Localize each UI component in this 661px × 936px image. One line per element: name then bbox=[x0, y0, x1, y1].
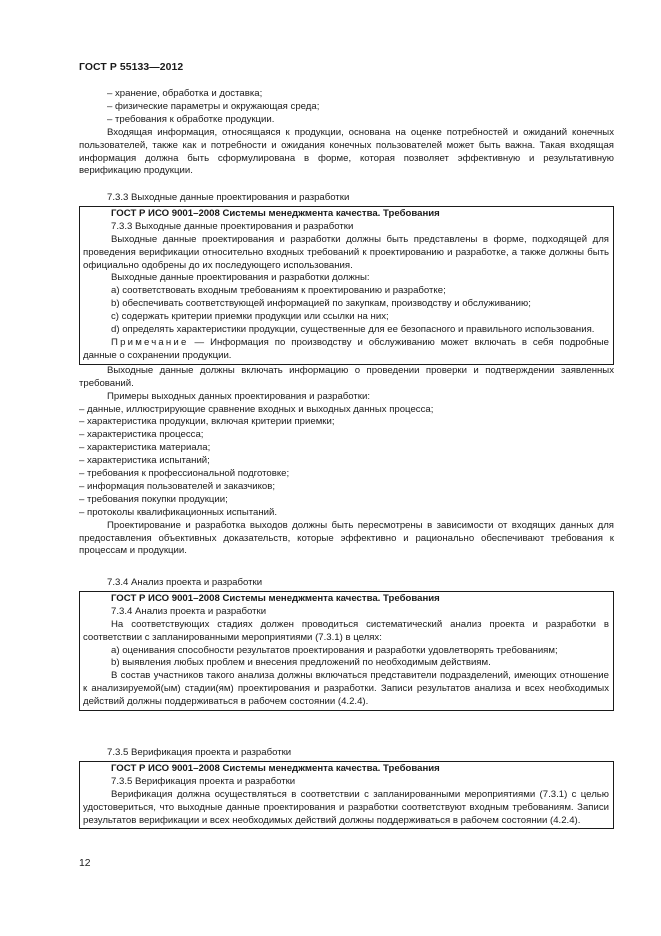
standard-quote-frame bbox=[79, 206, 614, 365]
frame-list-item: b) обеспечивать соответствующей информацией по закупкам, производству и обслуживанию; bbox=[111, 298, 531, 310]
frame-list-item: b) выявления любых проблем и внесения предложений по необходимым действиям. bbox=[111, 657, 491, 669]
note-text: — Информация по производству и обслуживанию может включать в себя подробные данные о сохранении продукции. bbox=[83, 336, 609, 361]
section-heading: 7.3.3 Выходные данные проектирования и разработки bbox=[107, 192, 350, 203]
list-item: – характеристика процесса; bbox=[79, 429, 204, 441]
intro-paragraph: Входящая информация, относящаяся к продукции, основана на оценке потребностей и ожиданий конечных пользователей, также как и потребности и ожидания конечных пользователей может быть важна. Такая входящая информация должна быть сформулирована в форме, которая позволяет эффективную и результативную верификацию продукции. bbox=[79, 126, 614, 177]
note-label: Примечание bbox=[111, 336, 189, 348]
section-7-3-5 bbox=[79, 747, 614, 829]
list-item: – характеристика испытаний; bbox=[79, 455, 210, 467]
list-item: – информация пользователей и заказчиков; bbox=[79, 480, 276, 492]
list-item: – требования к профессиональной подготовке; bbox=[79, 468, 290, 480]
paragraph: Выходные данные должны включать информацию о проведении проверки и подтверждении заявленных требований. bbox=[79, 364, 614, 389]
intro-block bbox=[79, 88, 614, 178]
paragraph: Проектирование и разработка выходов должны быть пересмотрены в зависимости от входящих данных для предоставления объективных доказательств, которые эффективно и рационально обеспечивают требования к процессам и продукции. bbox=[79, 519, 614, 557]
section-heading: 7.3.5 Верификация проекта и разработки bbox=[107, 747, 292, 758]
frame-list-item: d) определять характеристики продукции, существенные для ее безопасного и правильного использования. bbox=[111, 324, 595, 336]
section-7-3-4 bbox=[79, 577, 614, 711]
frame-subheading: 7.3.3 Выходные данные проектирования и разработки bbox=[111, 220, 354, 232]
frame-paragraph: В состав участников такого анализа должны включаться представители подразделений, имеющих отношение к анализируемой(ым) стадии(ям) проектирования и разработки. Записи результатов анализа и всех необходимых действий должны поддерживаться в рабочем состоянии (4.2.4). bbox=[83, 670, 609, 708]
frame-note bbox=[83, 337, 609, 363]
standard-title: ГОСТ Р ИСО 9001–2008 Системы менеджмента качества. Требования bbox=[111, 207, 440, 219]
standard-title: ГОСТ Р ИСО 9001–2008 Системы менеджмента качества. Требования bbox=[111, 592, 440, 604]
standard-quote-frame bbox=[79, 761, 614, 830]
list-item: – данные, иллюстрирующие сравнение входных и выходных данных процесса; bbox=[79, 403, 434, 415]
list-item: – протоколы квалификационных испытаний. bbox=[79, 506, 278, 518]
section-heading: 7.3.4 Анализ проекта и разработки bbox=[107, 577, 263, 588]
document-header-title: ГОСТ Р 55133—2012 bbox=[79, 62, 184, 73]
standard-title: ГОСТ Р ИСО 9001–2008 Системы менеджмента качества. Требования bbox=[111, 762, 440, 774]
frame-paragraph: Выходные данные проектирования и разработки должны: bbox=[111, 272, 370, 284]
list-item: – характеристика продукции, включая критерии приемки; bbox=[79, 416, 335, 428]
frame-list-item: с) содержать критерии приемки продукции или ссылки на них; bbox=[111, 311, 389, 323]
section-7-3-3 bbox=[79, 192, 614, 558]
frame-subheading: 7.3.4 Анализ проекта и разработки bbox=[111, 605, 267, 617]
standard-quote-frame bbox=[79, 591, 614, 711]
list-item: – хранение, обработка и доставка; bbox=[107, 88, 263, 99]
list-item: – требования к обработке продукции. bbox=[107, 113, 275, 125]
frame-list-item: а) оценивания способности результатов проектирования и разработки удовлетворять требованиям; bbox=[111, 644, 558, 656]
list-item: – требования покупки продукции; bbox=[79, 493, 228, 505]
frame-paragraph: Верификация должна осуществляться в соответствии с запланированными мероприятиями (7.3.1) с целью удостовериться, что выходные данные проектирования и разработки соответствуют входным требованиям. Записи результатов верификации и всех необходимых действий должны поддерживаться в рабочем состоянии (4.2.4). bbox=[83, 788, 609, 826]
frame-subheading: 7.3.5 Верификация проекта и разработки bbox=[111, 775, 296, 787]
list-item: – физические параметры и окружающая среда; bbox=[107, 100, 320, 112]
examples-intro: Примеры выходных данных проектирования и разработки: bbox=[107, 390, 371, 402]
page-number: 12 bbox=[79, 858, 91, 869]
list-item: – характеристика материала; bbox=[79, 442, 211, 454]
frame-paragraph: Выходные данные проектирования и разработки должны быть представлены в форме, подходящей для проведения верификации относительно входных требований к проектированию и разработке, а также должны быть официально одобрены до их последующего использования. bbox=[83, 233, 609, 271]
frame-paragraph: На соответствующих стадиях должен проводиться систематический анализ проекта и разработки в соответствии с запланированными мероприятиями (7.3.1) в целях: bbox=[83, 618, 609, 643]
frame-list-item: а) соответствовать входным требованиям к проектированию и разработке; bbox=[111, 285, 446, 297]
